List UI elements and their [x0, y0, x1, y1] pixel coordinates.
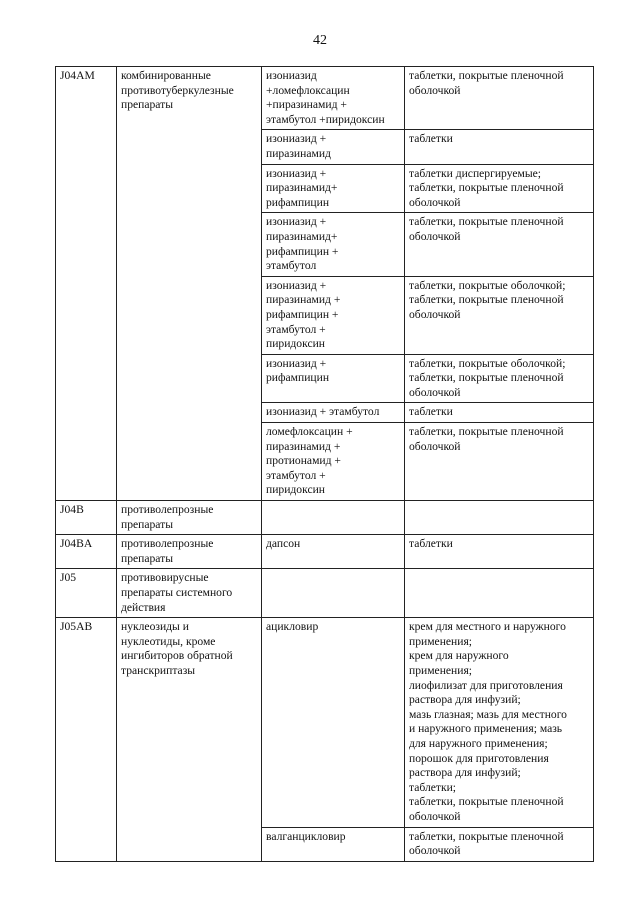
- drug-name-cell: дапсон: [262, 535, 405, 569]
- atc-code-cell: J05AB: [56, 618, 117, 862]
- group-name-cell: противовирусные препараты системного действия: [117, 569, 262, 618]
- atc-code-cell: J05: [56, 569, 117, 618]
- dosage-form-cell: [405, 569, 594, 618]
- drug-name-cell: ацикловир: [262, 618, 405, 827]
- drug-name-cell: изониазид + пиразинамид+ рифампицин + этамбутол: [262, 213, 405, 276]
- drug-name-cell: изониазид + пиразинамид: [262, 130, 405, 164]
- dosage-form-cell: таблетки: [405, 130, 594, 164]
- drug-name-cell: изониазид + рифампицин: [262, 354, 405, 403]
- atc-code-cell: J04B: [56, 501, 117, 535]
- atc-code-cell: J04AM: [56, 67, 117, 501]
- table-row: [56, 67, 594, 130]
- drug-name-cell: валганцикловир: [262, 827, 405, 861]
- drug-name-cell: изониазид + этамбутол: [262, 403, 405, 423]
- page-number: 42: [313, 33, 327, 48]
- drug-name-cell: изониазид + пиразинамид + рифампицин + этамбутол + пиридоксин: [262, 276, 405, 354]
- drug-table: [55, 66, 594, 862]
- drug-name-cell: изониазид +ломефлоксацин +пиразинамид + этамбутол +пиридоксин: [262, 67, 405, 130]
- table-row: [56, 569, 594, 618]
- dosage-form-cell: таблетки, покрытые пленочной оболочкой: [405, 423, 594, 501]
- group-name-cell: комбинированные противотуберкулезные препараты: [117, 67, 262, 501]
- drug-name-cell: изониазид + пиразинамид+ рифампицин: [262, 164, 405, 213]
- group-name-cell: противолепрозные препараты: [117, 535, 262, 569]
- dosage-form-cell: таблетки: [405, 535, 594, 569]
- drug-name-cell: [262, 569, 405, 618]
- dosage-form-cell: таблетки, покрытые оболочкой; таблетки, покрытые пленочной оболочкой: [405, 276, 594, 354]
- dosage-form-cell: таблетки, покрытые оболочкой; таблетки, покрытые пленочной оболочкой: [405, 354, 594, 403]
- dosage-form-cell: таблетки, покрытые пленочной оболочкой: [405, 827, 594, 861]
- table-row: [56, 501, 594, 535]
- dosage-form-cell: [405, 501, 594, 535]
- dosage-form-cell: таблетки, покрытые пленочной оболочкой: [405, 213, 594, 276]
- dosage-form-cell: таблетки диспергируемые; таблетки, покрытые пленочной оболочкой: [405, 164, 594, 213]
- drug-name-cell: [262, 501, 405, 535]
- table-row: [56, 535, 594, 569]
- table-row: [56, 618, 594, 827]
- dosage-form-cell: крем для местного и наружного применения; крем для наружного применения; лиофилизат для приготовления раствора для инфузий; мазь глазная; мазь для местного и наружного применения; мазь для наружного применения; порошок для приготовления раствора для инфузий; таблетки; таблетки, покрытые пленочной оболочкой: [405, 618, 594, 827]
- drug-name-cell: ломефлоксацин + пиразинамид + протионамид + этамбутол + пиридоксин: [262, 423, 405, 501]
- dosage-form-cell: таблетки, покрытые пленочной оболочкой: [405, 67, 594, 130]
- group-name-cell: противолепрозные препараты: [117, 501, 262, 535]
- group-name-cell: нуклеозиды и нуклеотиды, кроме ингибиторов обратной транскриптазы: [117, 618, 262, 862]
- atc-code-cell: J04BA: [56, 535, 117, 569]
- dosage-form-cell: таблетки: [405, 403, 594, 423]
